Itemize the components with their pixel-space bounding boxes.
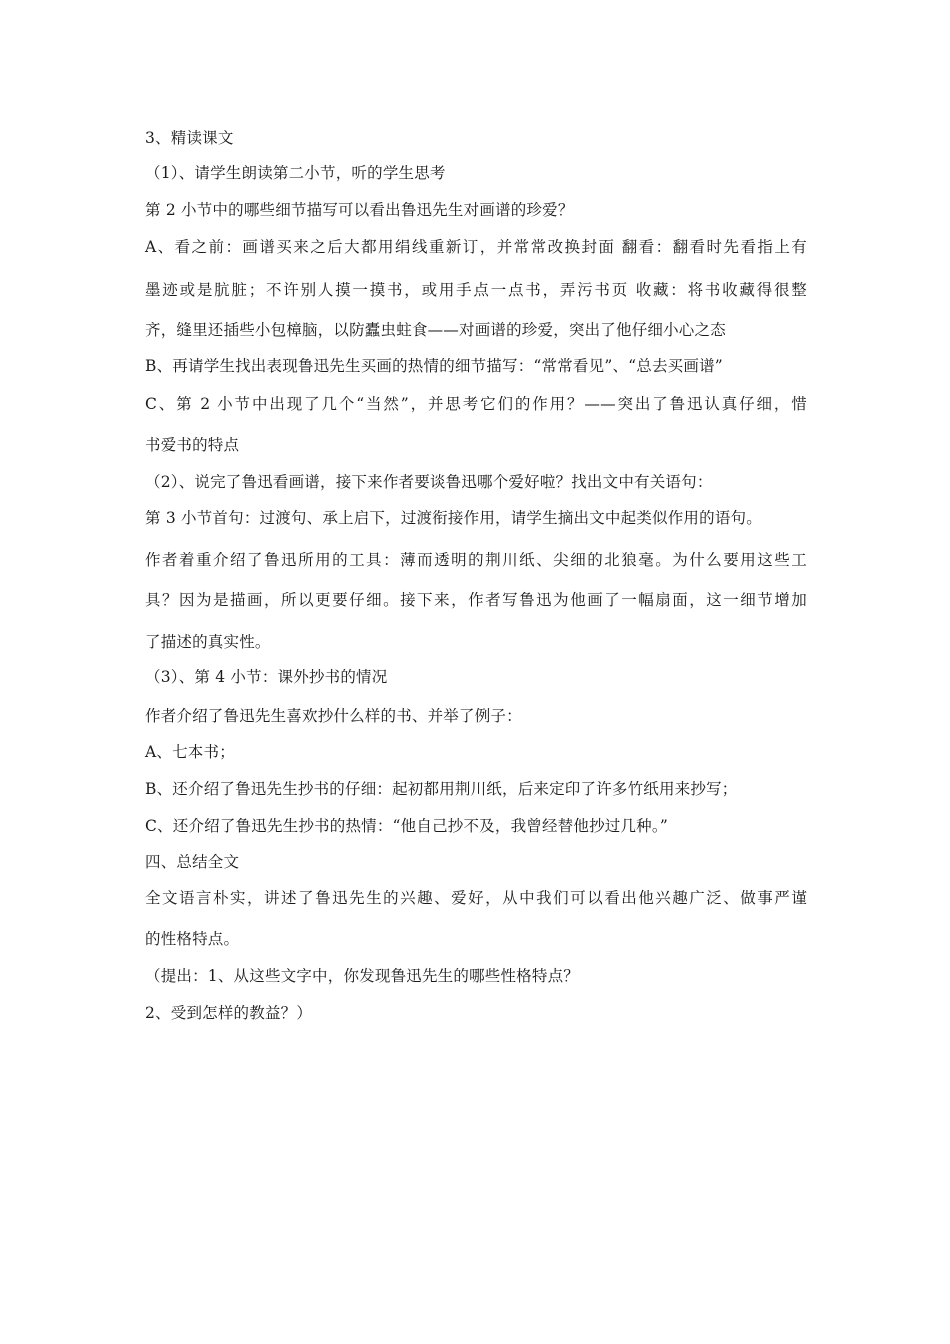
paragraph-line: 墨迹或是肮脏；不许别人摸一摸书，或用手点一点书，弄污书页 收藏：将书收藏得很整 xyxy=(145,281,807,299)
paragraph-line: 全文语言朴实，讲述了鲁迅先生的兴趣、爱好，从中我们可以看出他兴趣广泛、做事严谨 xyxy=(145,889,807,907)
section-heading: 四、总结全文 xyxy=(145,853,240,871)
paragraph-line: （提出：1、从这些文字中，你发现鲁迅先生的哪些性格特点？ xyxy=(145,967,579,985)
paragraph-line: 作者着重介绍了鲁迅所用的工具：薄而透明的荆川纸、尖细的北狼毫。为什么要用这些工 xyxy=(145,551,807,569)
list-item: A、七本书； xyxy=(145,743,235,761)
paragraph-line: 了描述的真实性。 xyxy=(145,633,271,651)
paragraph-line: 的性格特点。 xyxy=(145,930,240,948)
subsection-heading: （3）、第 4 小节：课外抄书的情况 xyxy=(145,668,388,686)
paragraph-line: 齐，缝里还插些小包樟脑，以防蠹虫蛀食——对画谱的珍爱，突出了他仔细小心之态 xyxy=(145,321,726,339)
paragraph-line: C、第 2 小节中出现了几个“当然”，并思考它们的作用？——突出了鲁迅认真仔细，惜 xyxy=(145,395,807,413)
paragraph-line: 作者介绍了鲁迅先生喜欢抄什么样的书、并举了例子： xyxy=(145,707,522,725)
paragraph-line: 2、受到怎样的教益？） xyxy=(145,1004,313,1022)
section-heading: 3、精读课文 xyxy=(145,129,234,147)
subsection-heading: （1）、请学生朗读第二小节，听的学生思考 xyxy=(145,164,446,182)
paragraph-line: 书爱书的特点 xyxy=(145,436,240,454)
paragraph-line: 第 3 小节首句：过渡句、承上启下，过渡衔接作用，请学生摘出文中起类似作用的语句。 xyxy=(145,509,762,527)
paragraph-line: B、再请学生找出表现鲁迅先生买画的热情的细节描写：“常常看见”、“总去买画谱” xyxy=(145,357,723,375)
list-item: B、还介绍了鲁迅先生抄书的仔细：起初都用荆川纸，后来定印了许多竹纸用来抄写； xyxy=(145,780,738,798)
paragraph-line: A、看之前：画谱买来之后大都用绢线重新订，并常常改换封面 翻看：翻看时先看指上有 xyxy=(145,238,807,256)
paragraph-line: 具？因为是描画，所以更要仔细。接下来，作者写鲁迅为他画了一幅扇面，这一细节增加 xyxy=(145,591,807,609)
list-item: C、还介绍了鲁迅先生抄书的热情：“他自己抄不及，我曾经替他抄过几种。” xyxy=(145,817,668,835)
subsection-heading: （2）、说完了鲁迅看画谱，接下来作者要谈鲁迅哪个爱好啦？找出文中有关语句： xyxy=(145,473,713,491)
paragraph-line: 第 2 小节中的哪些细节描写可以看出鲁迅先生对画谱的珍爱？ xyxy=(145,201,574,219)
